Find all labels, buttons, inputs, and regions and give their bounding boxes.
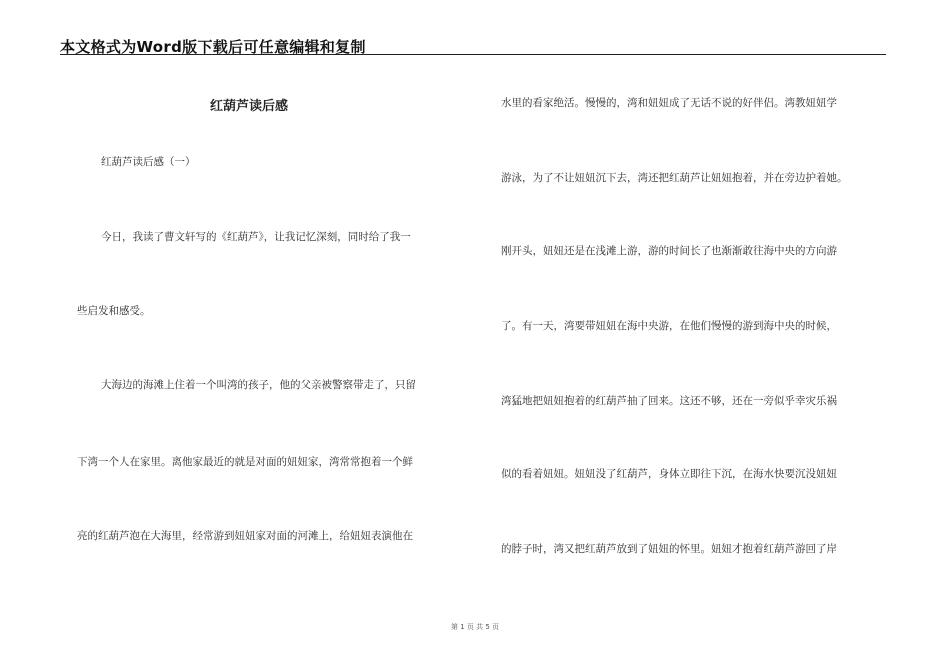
paragraph-line: 些启发和感受。 bbox=[77, 305, 151, 317]
document-title: 红葫芦读后感 bbox=[210, 99, 289, 114]
paragraph-line: 今日，我读了曹文轩写的《红葫芦》，让我记忆深刻，同时给了我一 bbox=[101, 231, 411, 243]
download-banner: 本文格式为Word版下载后可任意编辑和复制 bbox=[60, 38, 366, 56]
paragraph-line: 湾猛地把妞妞抱着的红葫芦抽了回来。这还不够，还在一旁似乎幸灾乐祸 bbox=[501, 395, 837, 407]
paragraph-line: 亮的红葫芦泡在大海里，经常游到妞妞家对面的河滩上，给妞妞表演他在 bbox=[77, 530, 413, 542]
paragraph-line: 红葫芦读后感（一） bbox=[101, 156, 196, 168]
paragraph-line: 下湾一个人在家里。离他家最近的就是对面的妞妞家，湾常常抱着一个鲜 bbox=[77, 456, 413, 468]
paragraph-line: 大海边的海滩上住着一个叫湾的孩子，他的父亲被警察带走了，只留 bbox=[101, 379, 416, 391]
paragraph-line: 刚开头，妞妞还是在浅滩上游，游的时间长了也渐渐敢往海中央的方向游 bbox=[501, 245, 837, 257]
paragraph-line: 水里的看家绝活。慢慢的，湾和妞妞成了无话不说的好伴侣。湾教妞妞学 bbox=[501, 97, 837, 109]
paragraph-line: 了。有一天，湾要带妞妞在海中央游，在他们慢慢的游到海中央的时候， bbox=[501, 320, 837, 332]
header-rule bbox=[60, 54, 886, 55]
paragraph-line: 似的看着妞妞。妞妞没了红葫芦，身体立即往下沉，在海水快要沉没妞妞 bbox=[501, 468, 837, 480]
paragraph-line: 游泳，为了不让妞妞沉下去，湾还把红葫芦让妞妞抱着，并在旁边护着她。 bbox=[501, 172, 848, 184]
page-indicator: 第 1 页 共 5 页 bbox=[450, 623, 500, 631]
paragraph-line: 的脖子时，湾又把红葫芦放到了妞妞的怀里。妞妞才抱着红葫芦游回了岸 bbox=[501, 543, 837, 555]
